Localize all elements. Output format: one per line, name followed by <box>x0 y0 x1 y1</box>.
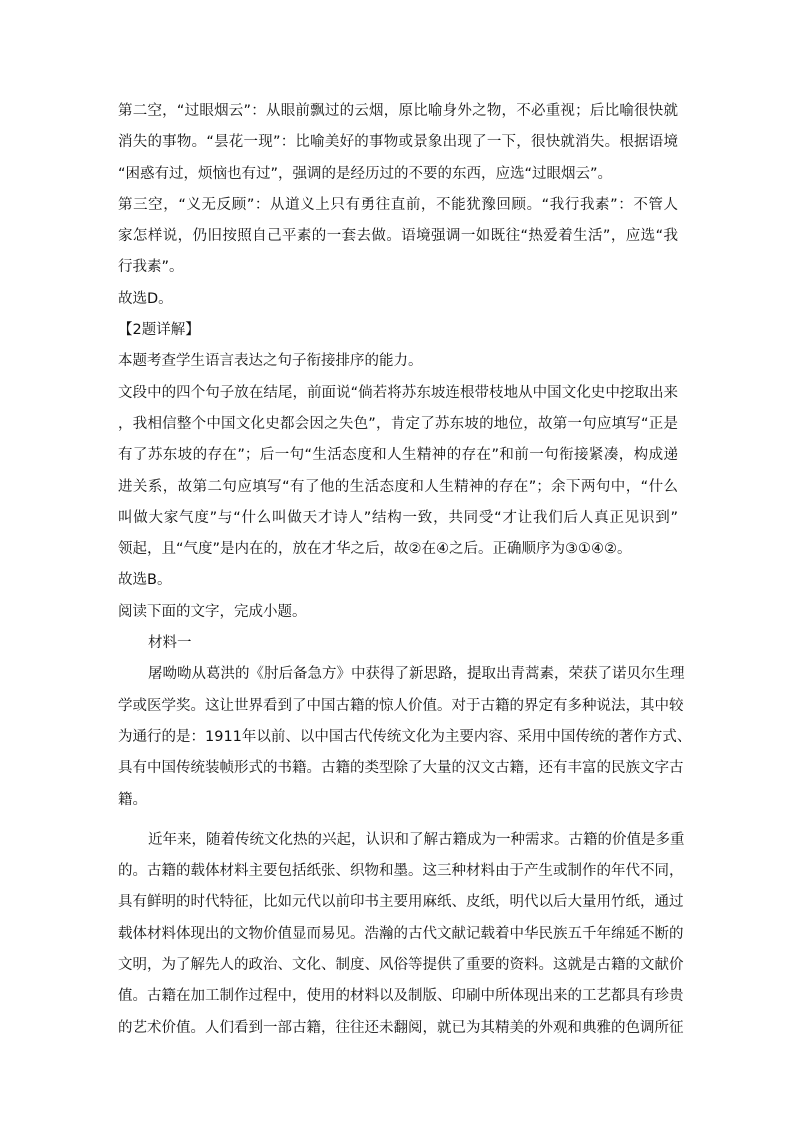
text-line: 为通行的是：1911年以前、以中国古代传统文化为主要内容、采用中国传统的著作方式、 <box>118 728 692 745</box>
text-line: 文段中的四个句子放在结尾，前面说“倘若将苏东坡连根带枝地从中国文化史中挖取出来 <box>118 384 678 401</box>
text-line: 进关系，故第二句应填写“有了他的生活态度和人生精神的存在”；余下两句中，“什么 <box>118 478 678 495</box>
blank3-explanation <box>118 190 678 284</box>
material-paragraph-1 <box>118 659 692 815</box>
text-line: 文明，为了解先人的政治、文化、制度、风俗等提供了重要的资料。这就是古籍的文献价 <box>118 957 684 974</box>
text-line: 行我素”。 <box>118 259 184 276</box>
question-2-header: 【2题详解】 <box>118 322 200 339</box>
blank2-explanation <box>118 96 678 190</box>
text-line: 屠呦呦从葛洪的《肘后备急方》中获得了新思路，提取出青蒿素，荣获了诺贝尔生理 <box>148 666 685 683</box>
text-line: 第三空，“义无反顾”：从道义上只有勇往直前，不能犹豫回顾。“我行我素”：不管人 <box>118 196 678 213</box>
question-2-intro: 本题考查学生语言表达之句子衔接排序的能力。 <box>118 353 423 370</box>
reading-instruction: 阅读下面的文字，完成小题。 <box>118 603 307 620</box>
text-line: 有了苏东坡的存在”；后一句“生活态度和人生精神的存在”和前一句衔接紧凑，构成递 <box>118 447 678 464</box>
text-line: 具有中国传统装帧形式的书籍。古籍的类型除了大量的汉文古籍，还有丰富的民族文字古 <box>118 760 684 777</box>
answer-conclusion-2: 故选B。 <box>118 572 172 589</box>
answer-conclusion-1: 故选D。 <box>118 290 173 307</box>
text-line: 值。古籍在加工制作过程中，使用的材料以及制版、印刷中所体现出来的工艺都具有珍贵 <box>118 988 684 1005</box>
text-line: 载体材料体现出的文物价值显而易见。浩瀚的古代文献记载着中华民族五千年绵延不断的 <box>118 925 684 942</box>
text-line: 学或医学奖。这让世界看到了中国古籍的惊人价值。对于古籍的界定有多种说法，其中较 <box>118 697 684 714</box>
text-line: 的。古籍的载体材料主要包括纸张、织物和墨。这三种材料由于产生或制作的年代不同， <box>118 863 684 880</box>
text-line: “困惑有过，烦恼也有过”，强调的是经历过的不要的东西，应选“过眼烟云”。 <box>118 165 613 182</box>
text-line: 叫做大家气度”与“什么叫做天才诗人”结构一致，共同受“才让我们后人真正见识到” <box>118 509 678 526</box>
text-line: 消失的事物。“昙花一现”：比喻美好的事物或景象出现了一下，很快就消失。根据语境 <box>118 134 678 151</box>
text-line: 的艺术价值。人们看到一部古籍，往往还未翻阅，就已为其精美的外观和典雅的色调所征 <box>118 1019 684 1036</box>
text-line: 具有鲜明的时代特征，比如元代以前印书主要用麻纸、皮纸，明代以后大量用竹纸，通过 <box>118 894 684 911</box>
question-2-analysis <box>118 378 678 566</box>
text-line: 籍。 <box>118 791 147 808</box>
text-line: 领起，且“气度”是内在的，放在才华之后，故②在④之后。正确顺序为③①④②。 <box>118 541 632 558</box>
material-title: 材料一 <box>148 635 192 652</box>
text-line: ，我相信整个中国文化史都会因之失色”，肯定了苏东坡的地位，故第一句应填写“正是 <box>118 415 678 432</box>
text-line: 家怎样说，仍旧按照自己平素的一套去做。语境强调一如既往“热爱着生活”，应选“我 <box>118 228 678 245</box>
text-line: 第二空，“过眼烟云”：从眼前飘过的云烟，原比喻身外之物，不必重视；后比喻很快就 <box>118 103 678 119</box>
material-paragraph-2 <box>118 825 685 1044</box>
document-page <box>118 96 692 1044</box>
text-line: 近年来，随着传统文化热的兴起，认识和了解古籍成为一种需求。古籍的价值是多重 <box>148 831 685 848</box>
